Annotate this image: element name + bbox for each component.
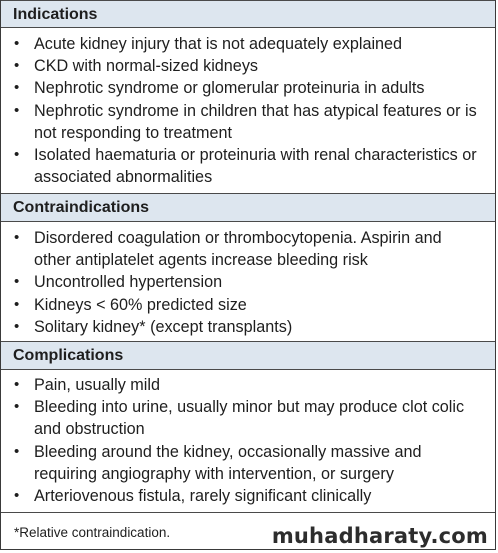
list-item: • CKD with normal-sized kidneys — [1, 55, 495, 77]
list-item: • Kidneys < 60% predicted size — [1, 294, 495, 316]
bullet-icon: • — [14, 376, 20, 393]
contraindications-header — [1, 193, 495, 222]
bullet-icon: • — [14, 317, 20, 335]
bullet-icon: • — [14, 146, 20, 164]
list-item: • Bleeding into urine, usually minor but may produce clot colic and obstruction — [14, 398, 465, 439]
list-item: • Bleeding around the kidney, occasionally massive and requiring angiography with intervention, or surgery — [14, 442, 422, 483]
list-item: • Arteriovenous fistula, rarely significant clinically — [1, 485, 495, 507]
bullet-icon: • — [14, 442, 20, 460]
list-item: • Nephrotic syndrome in children that has atypical features or is not responding to treatment — [14, 101, 477, 142]
list-item: • Pain, usually mild — [1, 374, 495, 396]
list-item: • Disordered coagulation or thrombocytopenia. Aspirin and other antiplatelet agents increase bleeding risk — [14, 229, 442, 270]
bullet-icon: • — [14, 35, 20, 52]
indications-header — [1, 0, 495, 28]
bullet-icon: • — [14, 273, 20, 291]
complications-header-label: Complications — [13, 347, 124, 364]
bullet-icon: • — [14, 398, 20, 416]
list-item: • Solitary kidney* (except transplants) — [1, 316, 495, 338]
bullet-icon: • — [14, 57, 20, 75]
list-item: • Isolated haematuria or proteinuria with renal characteristics or associated abnormalities — [14, 146, 477, 187]
footnote-text: *Relative contraindication. — [14, 525, 171, 540]
watermark-logo: muhadharaty.com — [271, 524, 488, 548]
list-item: • Acute kidney injury that is not adequately explained — [1, 33, 495, 55]
bullet-icon: • — [14, 295, 20, 313]
contraindications-list — [1, 227, 495, 338]
bullet-icon: • — [14, 101, 20, 119]
indications-header-label: Indications — [13, 6, 98, 23]
list-item: • Uncontrolled hypertension — [1, 271, 495, 293]
list-item: • Nephrotic syndrome or glomerular proteinuria in adults — [1, 77, 495, 99]
complications-header — [1, 341, 495, 370]
indications-list — [1, 33, 495, 188]
bullet-icon: • — [14, 79, 20, 97]
complications-list — [1, 374, 495, 507]
contraindications-header-label: Contraindications — [13, 199, 150, 216]
bullet-icon: • — [14, 487, 20, 505]
bullet-icon: • — [14, 229, 20, 246]
